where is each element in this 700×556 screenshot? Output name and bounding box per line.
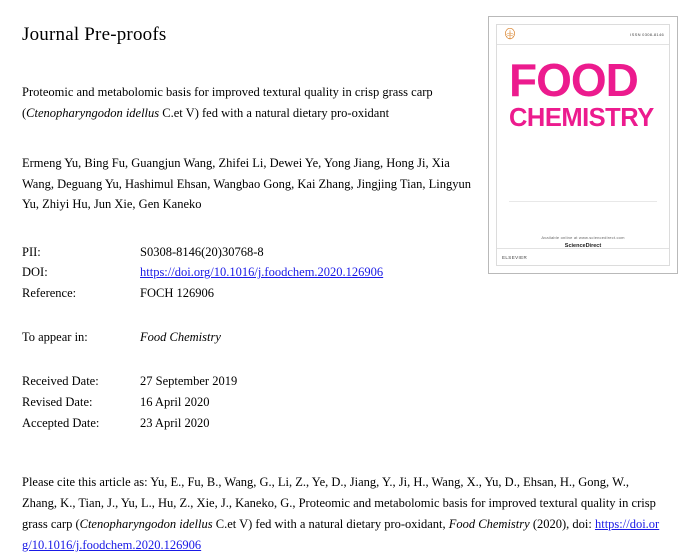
dates-block — [22, 371, 678, 434]
elsevier-tree-icon — [502, 27, 518, 43]
article-title-species: Ctenopharyngodon idellus — [26, 105, 160, 120]
citation-mid: C.et V) fed with a natural dietary pro-oxidant, — [212, 517, 449, 531]
doi-label: DOI: — [22, 265, 48, 280]
cover-topbar — [497, 25, 669, 45]
accepted-value: 23 April 2020 — [140, 416, 210, 430]
cover-title-line1: FOOD — [509, 54, 638, 106]
citation-lead: Please cite this article as: Yu, E., Fu, B., Wang, G., Li, Z., Ye, D., Jiang, Y., Ji, H., Wang, X., Yu, D., Ehsan, H., Gong, W., Zhang, K., Tian, J., Yu, L., Hu, Z., Xie, J., Kaneko, G., Proteomic and metabolomic basis for improved textural quality in crisp grass carp ( — [22, 475, 656, 531]
article-title-line2-post: C.et V) fed with a natural dietary pro-oxidant — [159, 105, 390, 120]
pii-value: S0308-8146(20)30768-8 — [140, 245, 264, 259]
accepted-label: Accepted Date: — [22, 416, 100, 430]
cover-divider — [509, 201, 657, 202]
appear-label: To appear in: — [22, 329, 88, 344]
cover-availability-text: Available online at www.sciencedirect.com — [541, 235, 625, 240]
article-title-line2-pre: carp ( — [22, 85, 433, 120]
citation-doi-link[interactable]: https://doi.org/10.1016/j.foodchem.2020.126906 — [22, 517, 660, 552]
page-title: Journal Pre-proofs — [22, 24, 167, 45]
reference-label: Reference: — [22, 285, 77, 300]
cover-footer — [497, 235, 669, 249]
article-title — [22, 82, 477, 123]
pii-label: PII: — [22, 245, 41, 259]
appear-value: Food Chemistry — [140, 329, 221, 344]
metadata-row-revised — [22, 392, 678, 413]
cover-title-line2: CHEMISTRY — [509, 104, 654, 133]
reference-value: FOCH 126906 — [140, 285, 214, 300]
cover-bottombar — [497, 248, 669, 265]
article-title-line1: Proteomic and metabolomic basis for improved textural quality in crisp grass — [22, 85, 409, 99]
author-list: Ermeng Yu, Bing Fu, Guangjun Wang, Zhifei Li, Dewei Ye, Yong Jiang, Hong Ji, Xia Wang, Deguang Yu, Hashimul Ehsan, Wangbao Gong, Kai Zhang, Jingjing Tian, Lingyun Yu, Zhiyi Hu, Jun Xie, Gen Kaneko — [22, 156, 471, 211]
sciencedirect-logo-text: ScienceDirect — [564, 243, 602, 249]
elsevier-logo-text: ELSEVIER — [502, 254, 528, 260]
citation-journal: Food Chemistry — [448, 517, 530, 531]
metadata-row-received — [22, 371, 678, 392]
cover-journal-title — [509, 54, 659, 133]
citation-after-journal: (2020), doi: — [529, 517, 595, 531]
journal-cover-image — [488, 16, 678, 274]
cover-inner-frame — [496, 24, 670, 266]
citation-block — [22, 472, 667, 556]
citation-species: Ctenopharyngodon idellus — [79, 517, 213, 531]
metadata-row-appear — [22, 327, 678, 347]
revised-label: Revised Date: — [22, 395, 93, 409]
received-value: 27 September 2019 — [140, 374, 238, 388]
metadata-row-accepted — [22, 413, 678, 434]
cover-issn: ISSN 0308-8146 — [630, 32, 664, 37]
metadata-row-reference — [22, 283, 678, 303]
doi-link[interactable]: https://doi.org/10.1016/j.foodchem.2020.126906 — [140, 265, 384, 280]
received-label: Received Date: — [22, 374, 99, 388]
revised-value: 16 April 2020 — [140, 395, 210, 409]
appear-in-block — [22, 327, 678, 347]
